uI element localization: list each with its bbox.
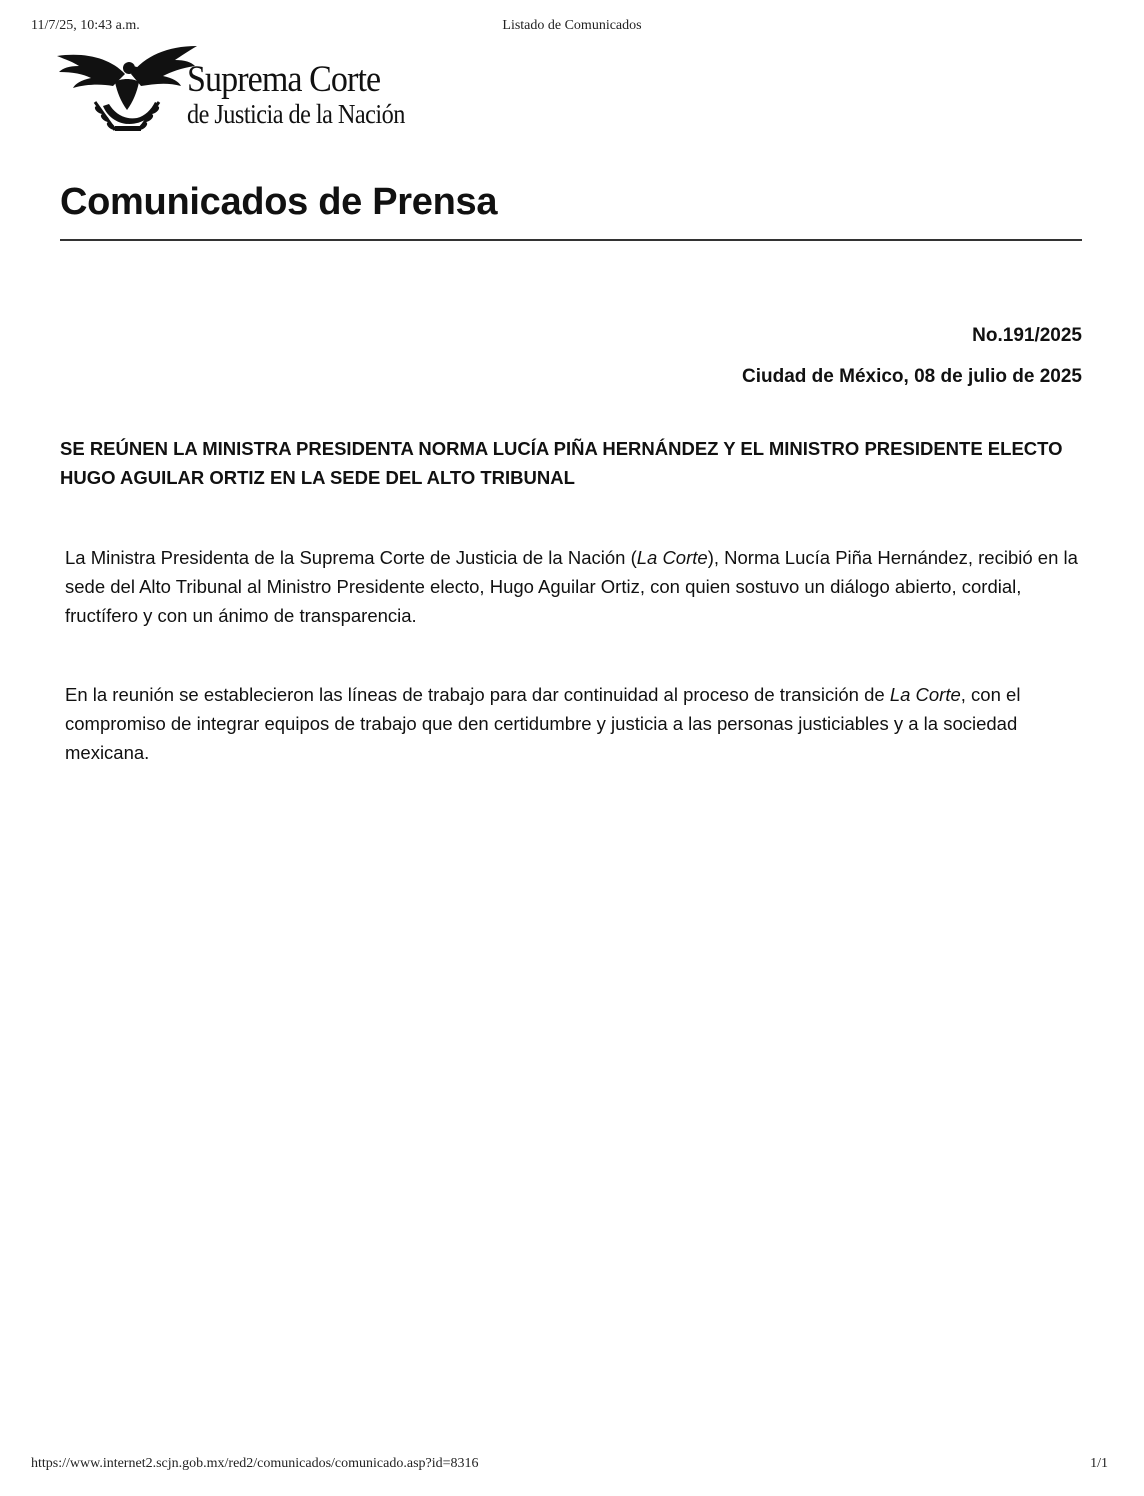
- print-page-number: 1/1: [1090, 1456, 1108, 1471]
- paragraph-1-text-a: La Ministra Presidenta de la Suprema Corte de Justicia de la Nación (: [65, 547, 637, 568]
- logo-subtitle: de Justicia de la Nación: [187, 99, 405, 129]
- logo-title: Suprema Corte: [187, 59, 381, 100]
- page-title: Comunicados de Prensa: [60, 181, 498, 223]
- paragraph-2-italic: La Corte: [889, 684, 961, 705]
- release-place-date: Ciudad de México, 08 de julio de 2025: [742, 366, 1082, 387]
- eagle-emblem-icon: [55, 44, 200, 134]
- paragraph-2-text-b: , con el compromiso de integrar equipos de trabajo que den certidumbre y justicia a las personas justiciables y a la sociedad mexicana.: [65, 684, 1021, 763]
- scjn-logo[interactable]: [55, 44, 435, 136]
- body-paragraph-2: [65, 680, 1083, 767]
- release-number: No.191/2025: [972, 325, 1082, 346]
- body-paragraph-1: [65, 543, 1083, 630]
- paragraph-2-text-a: En la reunión se establecieron las líneas de trabajo para dar continuidad al proceso de transición de: [65, 684, 890, 705]
- paragraph-1-text-b: ), Norma Lucía Piña Hernández, recibió en la sede del Alto Tribunal al Ministro Presidente electo, Hugo Aguilar Ortiz, con quien sostuvo un diálogo abierto, cordial, fructífero y con un ánimo de transparencia.: [65, 547, 1078, 626]
- print-url: https://www.internet2.scjn.gob.mx/red2/comunicados/comunicado.asp?id=8316: [31, 1456, 479, 1471]
- print-datetime: 11/7/25, 10:43 a.m.: [31, 18, 140, 33]
- print-page-title: Listado de Comunicados: [502, 18, 642, 33]
- title-divider: [60, 239, 1082, 241]
- press-headline: SE REÚNEN LA MINISTRA PRESIDENTA NORMA LUCÍA PIÑA HERNÁNDEZ Y EL MINISTRO PRESIDENTE ELECTO HUGO AGUILAR ORTIZ EN LA SEDE DEL ALTO TRIBUNAL: [60, 438, 1063, 488]
- paragraph-1-italic: La Corte: [636, 547, 708, 568]
